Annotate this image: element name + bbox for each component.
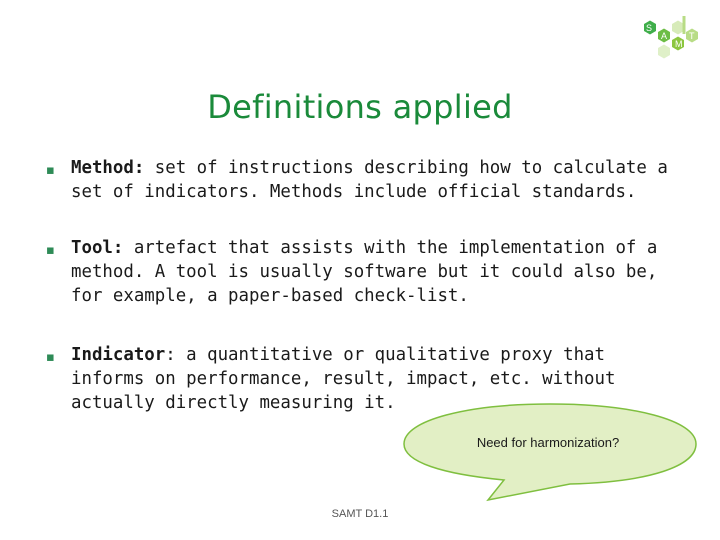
speech-bubble-callout (400, 400, 700, 504)
bullet-method (46, 156, 686, 204)
bullet-square-icon: ▪ (46, 243, 55, 258)
definition-method: set of instructions describing how to calculate a set of indicators. Methods include official standards. (71, 158, 668, 202)
logo-letter-m: M (675, 39, 683, 49)
term-indicator: Indicator (71, 345, 166, 365)
bullet-tool (46, 236, 686, 308)
definition-indicator: : a quantitative or qualitative proxy that informs on performance, result, impact, etc. without actually directly measuring it. (71, 345, 616, 413)
logo-letter-t: T (689, 31, 695, 41)
samt-logo (636, 14, 708, 60)
logo-letter-a: A (661, 31, 668, 41)
bullet-text (71, 156, 686, 204)
callout-text: Need for harmonization? (476, 435, 620, 450)
bullet-text (71, 236, 686, 308)
term-method: Method: (71, 158, 145, 178)
slide-footer: SAMT D1.1 (331, 508, 389, 520)
logo-letter-s: S (646, 23, 653, 33)
bullet-square-icon: ▪ (46, 350, 55, 365)
term-tool: Tool: (71, 238, 124, 258)
slide-title: Definitions applied (207, 88, 513, 126)
bullet-square-icon: ▪ (46, 163, 55, 178)
definition-tool: artefact that assists with the implementation of a method. A tool is usually software but it could also be, for example, a paper-based check-list. (71, 238, 658, 306)
